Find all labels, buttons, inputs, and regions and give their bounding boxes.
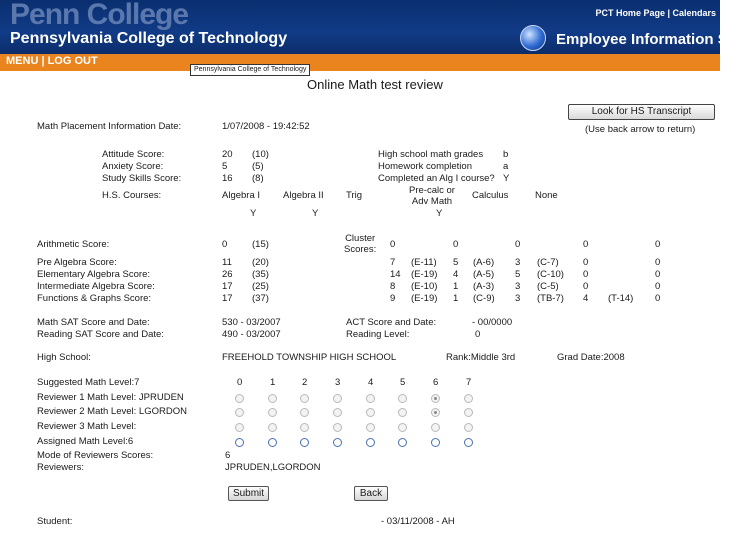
math-level-radio[interactable] [268,423,277,432]
cluster-value: 0 [453,239,459,250]
math-level-radio[interactable] [235,408,244,417]
math-level-radio[interactable] [398,423,407,432]
hs-question-value: Y [503,173,510,184]
math-sat-value: 530 - 03/2007 [222,317,281,328]
math-level-radio[interactable] [333,423,342,432]
submit-button[interactable]: Submit [228,486,269,501]
cluster-value: 0 [583,257,589,268]
math-sat-label: Math SAT Score and Date: [37,317,150,328]
hs-course-name: Algebra II [283,190,324,201]
math-level-radio[interactable] [431,423,440,432]
reviewer-row-label: Reviewer 1 Math Level: JPRUDEN [37,392,184,403]
cluster-value: 4 [583,293,589,304]
header-banner [0,0,744,54]
reviewers-label: Reviewers: [37,462,84,473]
hs-transcript-button[interactable]: Look for HS Transcript [568,104,715,120]
math-level-radio[interactable] [333,438,342,447]
math-level-radio[interactable] [464,394,473,403]
math-level-header: 6 [433,377,439,388]
reviewer-row-label: Reviewer 2 Math Level: LGORDON [37,406,187,417]
cluster-value: 4 [453,269,459,280]
math-level-header: 3 [335,377,341,388]
algebra-row-value: 11 [222,257,232,268]
act-value: - 00/0000 [472,317,513,328]
algebra-row-value: 17 [222,293,233,304]
hs-transcript-note: (Use back arrow to return) [585,124,696,135]
math-level-radio[interactable] [268,408,277,417]
reviewer-row-label: Reviewer 3 Math Level: [37,421,137,432]
math-level-radio[interactable] [300,394,309,403]
hs-course-name: Algebra I [222,190,261,201]
nav-bar [0,54,720,71]
system-name: Employee Information Sys [556,31,744,48]
math-level-radio[interactable] [300,423,309,432]
algebra-row-max: (37) [252,293,269,304]
cluster-code: (T-14) [608,293,634,304]
cluster-value: 3 [515,293,521,304]
placement-date-label: Math Placement Information Date: [37,121,182,132]
back-button[interactable]: Back [354,486,388,501]
math-level-radio[interactable] [464,423,473,432]
mode-scores-label: Mode of Reviewers Scores: [37,450,154,461]
math-level-radio[interactable] [268,394,277,403]
arithmetic-max: (15) [252,239,269,250]
student-value: - 03/11/2008 - AH [381,516,455,527]
algebra-row-max: (20) [252,257,269,268]
math-level-radio[interactable] [333,394,342,403]
algebra-row-label: Intermediate Algebra Score: [37,281,155,292]
cluster-code: (E-11) [411,257,437,268]
reading-level-label: Reading Level: [346,329,410,340]
math-level-radio[interactable] [398,438,407,447]
hs-course-name: Pre-calc or Adv Math [409,185,455,207]
hs-question-label: High school math grades [378,149,484,160]
student-label: Student: [37,516,73,527]
hs-courses-label: H.S. Courses: [102,190,162,201]
brand-name: Pennsylvania College of Technology [10,30,288,47]
menu-logout-link[interactable]: MENU | LOG OUT [6,55,98,67]
cluster-value: 0 [583,239,589,250]
hs-question-value: a [503,161,509,172]
grad-date: Grad Date:2008 [557,352,625,363]
math-level-radio[interactable] [431,438,440,447]
math-level-radio[interactable] [398,394,407,403]
cluster-code: (A-5) [473,269,495,280]
math-level-header: 0 [237,377,243,388]
score-label: Anxiety Score: [102,161,164,172]
algebra-row-value: 26 [222,269,233,280]
math-level-radio[interactable] [366,394,375,403]
math-level-radio[interactable] [235,423,244,432]
cluster-code: (C-7) [537,257,559,268]
placement-date-value: 1/07/2008 - 19:42:52 [222,121,310,132]
hs-course-check: Y [436,208,443,219]
score-label: Attitude Score: [102,149,165,160]
cluster-value: 0 [655,293,661,304]
score-value: 20 [222,149,233,160]
arithmetic-value: 0 [222,239,228,250]
cluster-code: (TB-7) [537,293,564,304]
suggested-math-level: Suggested Math Level:7 [37,377,140,388]
math-level-header: 7 [466,377,472,388]
hs-course-check: Y [312,208,319,219]
math-level-radio[interactable] [464,438,473,447]
hs-course-check: Y [250,208,257,219]
score-max: (8) [252,173,264,184]
cluster-value: 3 [515,257,521,268]
cluster-value: 1 [453,293,459,304]
cluster-code: (E-19) [411,269,438,280]
cluster-code: (A-6) [473,257,495,268]
high-school-value: FREEHOLD TOWNSHIP HIGH SCHOOL [222,352,397,363]
score-label: Study Skills Score: [102,173,182,184]
math-level-radio[interactable] [366,408,375,417]
reviewers-value: JPRUDEN,LGORDON [225,462,321,473]
cluster-value: 0 [515,239,521,250]
cluster-value: 0 [655,281,661,292]
algebra-row-label: Pre Algebra Score: [37,257,117,268]
math-level-radio[interactable] [398,408,407,417]
math-level-radio[interactable] [431,394,440,403]
globe-icon [520,25,546,51]
math-level-radio[interactable] [431,408,440,417]
hs-question-value: b [503,149,509,160]
math-level-header: 5 [400,377,406,388]
page-title: Online Math test review [307,77,443,92]
cluster-code: (E-19) [411,293,438,304]
brand-watermark: Penn College [10,0,189,31]
hs-question-label: Completed an Alg I course? [378,173,495,184]
hs-course-name: Trig [346,190,363,201]
math-level-header: 4 [368,377,374,388]
reading-level-value: 0 [475,329,481,340]
cluster-value: 14 [390,269,401,280]
cluster-value: 0 [583,269,589,280]
math-level-radio[interactable] [300,438,309,447]
math-level-radio[interactable] [333,408,342,417]
score-max: (10) [252,149,269,160]
mode-scores-value: 6 [225,450,231,461]
score-max: (5) [252,161,264,172]
algebra-row-label: Functions & Graphs Score: [37,293,152,304]
algebra-row-max: (35) [252,269,269,280]
cluster-value: 9 [390,293,396,304]
math-level-radio[interactable] [464,408,473,417]
reading-sat-label: Reading SAT Score and Date: [37,329,164,340]
math-level-header: 2 [302,377,308,388]
math-level-header: 1 [270,377,276,388]
score-value: 16 [222,173,233,184]
cluster-code: (A-3) [473,281,495,292]
cluster-code: (C-9) [473,293,495,304]
math-level-radio[interactable] [300,408,309,417]
reviewer-row-label: Assigned Math Level:6 [37,436,134,447]
cluster-value: 0 [655,239,661,250]
math-level-radio[interactable] [268,438,277,447]
cluster-value: 5 [453,257,459,268]
cluster-value: 0 [390,239,396,250]
hs-course-name: Calculus [472,190,509,201]
cluster-scores-label: Cluster Scores: [344,233,377,255]
high-school-label: High School: [37,352,91,363]
reading-sat-value: 490 - 03/2007 [222,329,281,340]
cluster-code: (C-5) [537,281,559,292]
cluster-value: 7 [390,257,396,268]
hs-question-label: Homework completion [378,161,472,172]
score-value: 5 [222,161,228,172]
cluster-value: 0 [655,257,661,268]
act-label: ACT Score and Date: [346,317,437,328]
cluster-value: 0 [583,281,589,292]
algebra-row-value: 17 [222,281,233,292]
cluster-value: 0 [655,269,661,280]
cluster-code: (E-10) [411,281,438,292]
cluster-value: 5 [515,269,521,280]
tooltip: Pennsylvania College of Technology [190,64,310,76]
cluster-value: 1 [453,281,459,292]
cluster-code: (C-10) [537,269,564,280]
hs-course-name: None [535,190,558,201]
algebra-row-label: Elementary Algebra Score: [37,269,151,280]
math-level-radio[interactable] [235,438,244,447]
top-links[interactable]: PCT Home Page | Calendars [595,8,716,18]
math-level-radio[interactable] [366,423,375,432]
class-rank: Rank:Middle 3rd [446,352,516,363]
math-level-radio[interactable] [366,438,375,447]
math-level-radio[interactable] [235,394,244,403]
cluster-value: 3 [515,281,521,292]
cluster-value: 8 [390,281,396,292]
arithmetic-label: Arithmetic Score: [37,239,110,250]
algebra-row-max: (25) [252,281,269,292]
